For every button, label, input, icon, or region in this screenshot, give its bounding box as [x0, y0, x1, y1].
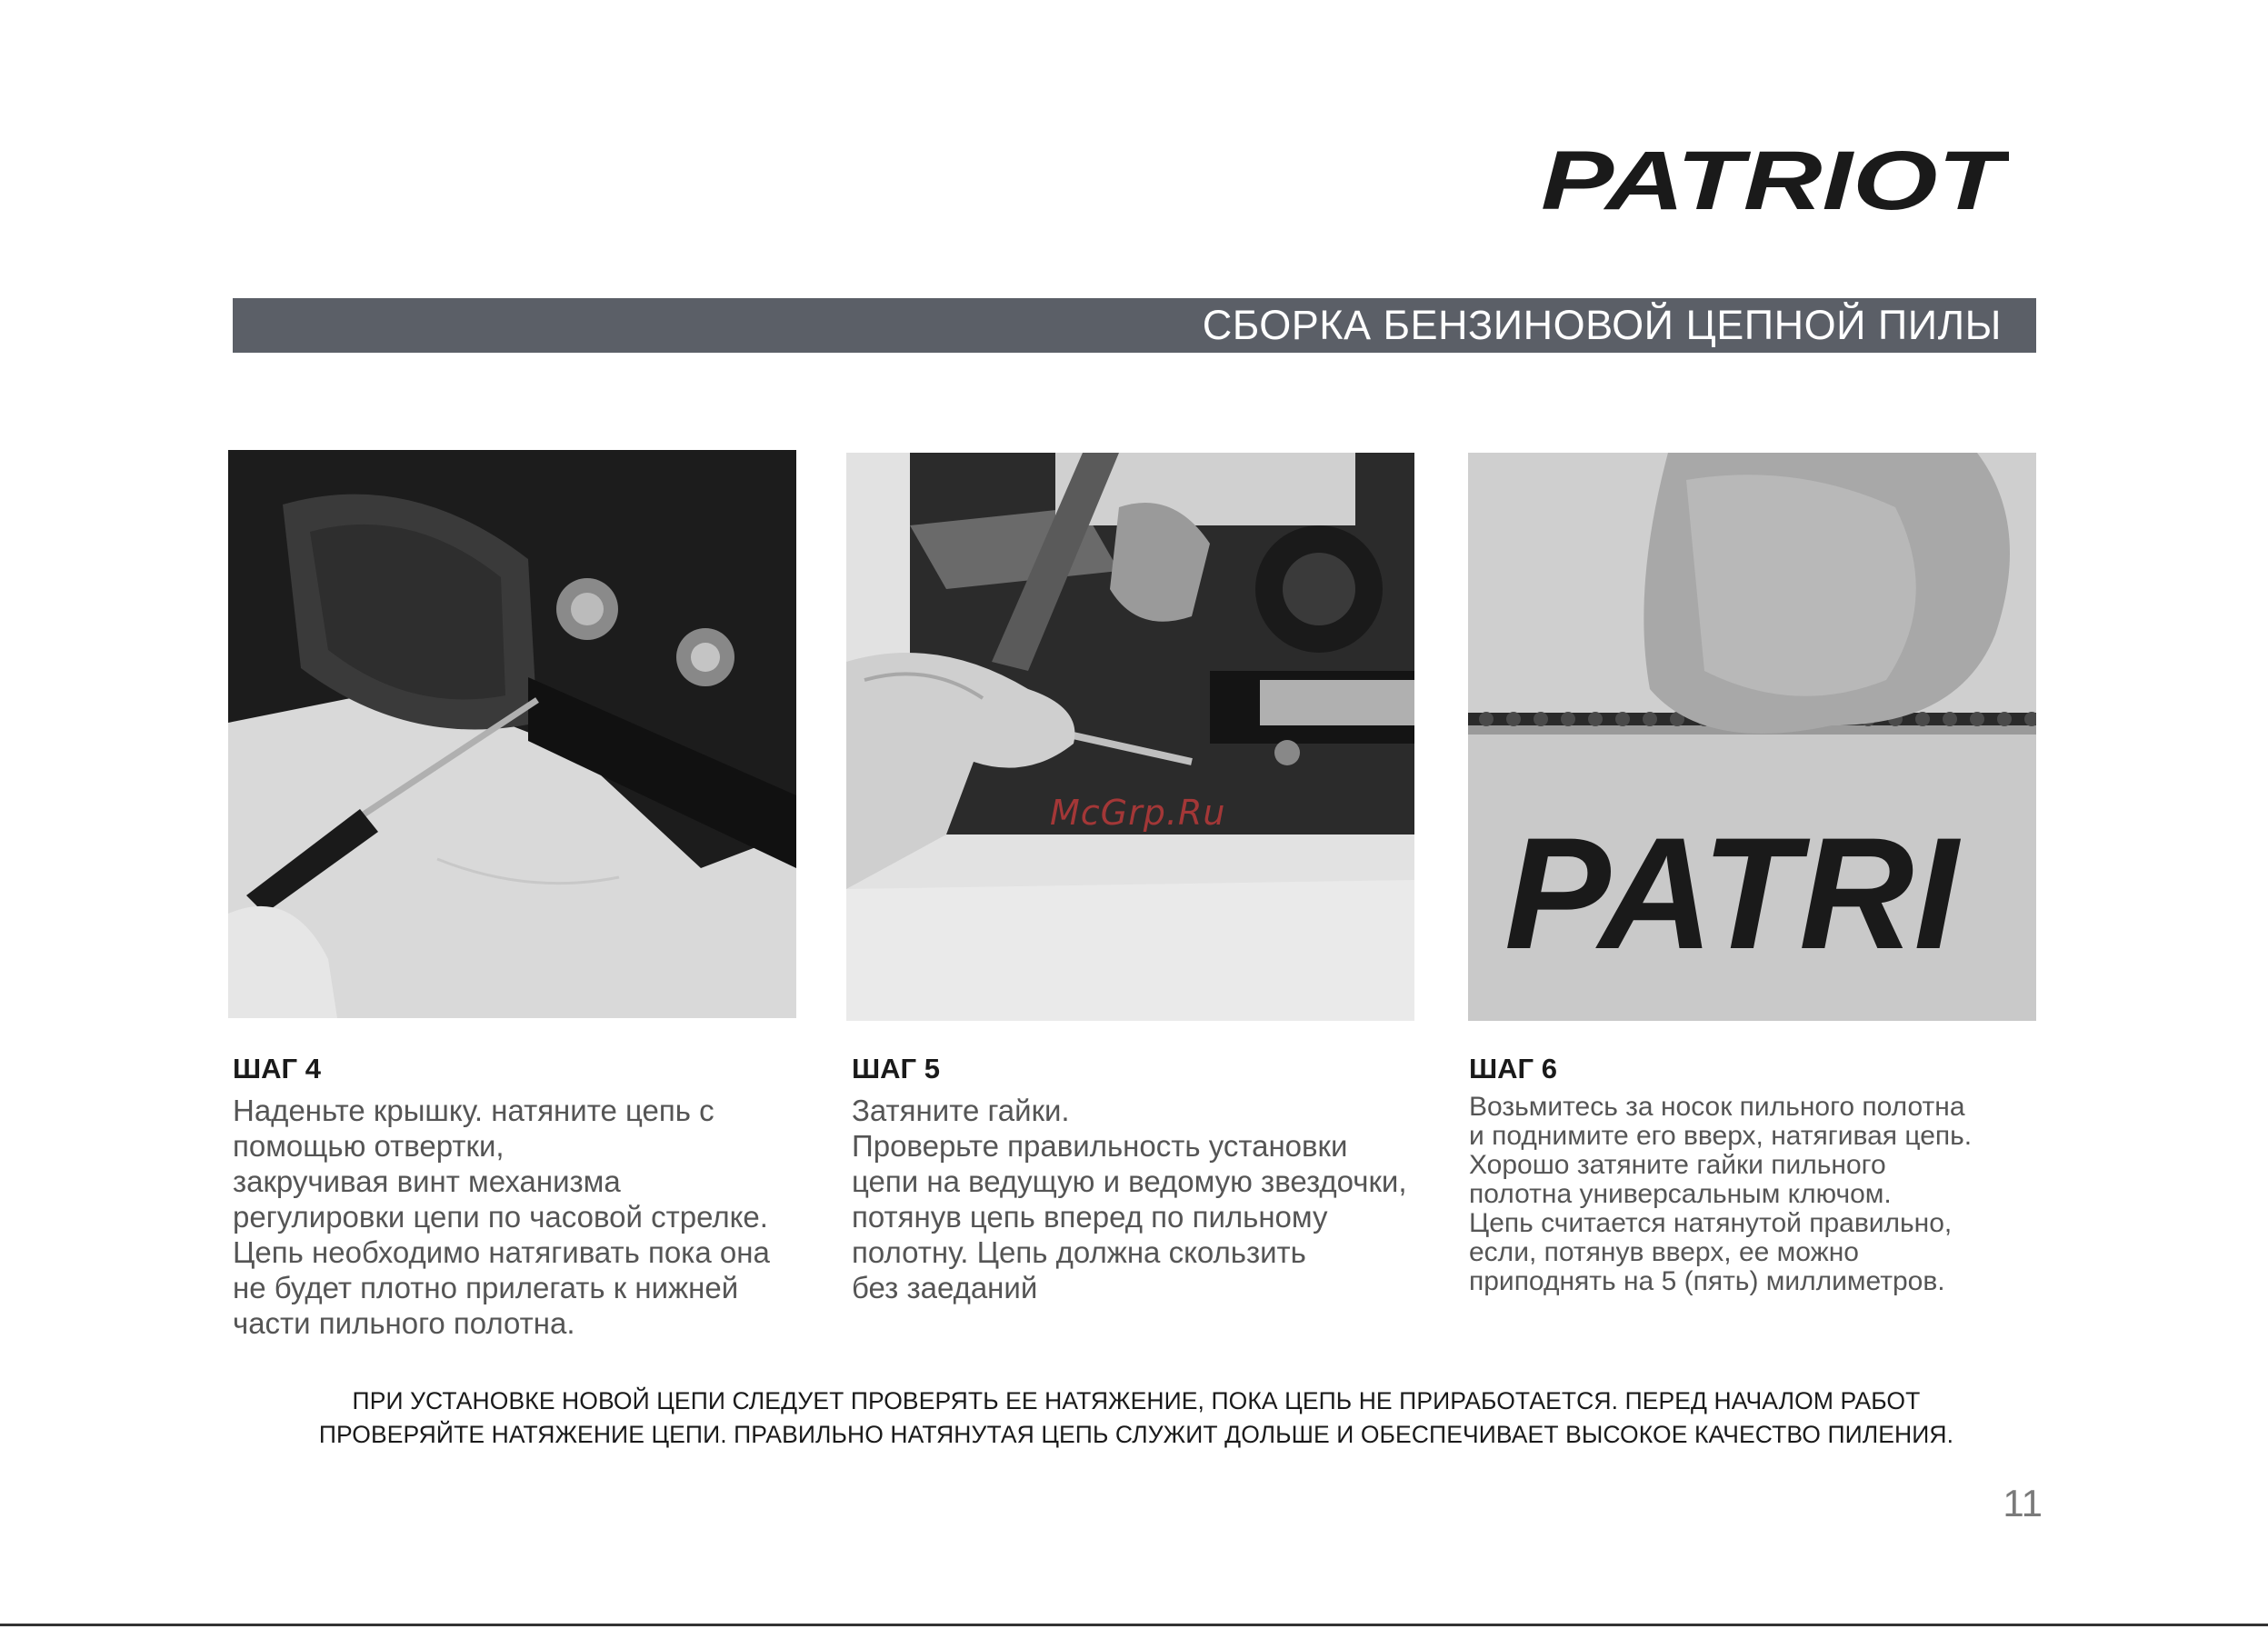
step-6-text: Возьмитесь за носок пильного полотна и поднимите его вверх, натягивая цепь. Хорошо затяните гайки пильного полотна универсальным ключом. Цепь считается натянутой правильно, если, потянув вверх, ее можно приподнять на 5 (пять) миллиметров.	[1469, 1092, 1973, 1296]
step-6-block	[1469, 1053, 2051, 1296]
step-6-photo	[1468, 453, 2036, 1021]
step-5-block	[852, 1053, 1434, 1305]
watermark: McGrp.Ru	[1050, 793, 1226, 833]
logo-text: PATRIOT	[1541, 136, 2009, 223]
step-4-block	[233, 1053, 814, 1341]
section-title-bar	[233, 298, 2036, 353]
step-5-label: ШАГ 5	[852, 1053, 940, 1084]
chain-tension-notice: ПРИ УСТАНОВКЕ НОВОЙ ЦЕПИ СЛЕДУЕТ ПРОВЕРЯТЬ ЕЕ НАТЯЖЕНИЕ, ПОКА ЦЕПЬ НЕ ПРИРАБОТАЕТСЯ. ПЕРЕД НАЧАЛОМ РАБОТ ПРОВЕРЯЙТЕ НАТЯЖЕНИЕ ЦЕПИ. ПРАВИЛЬНО НАТЯНУТАЯ ЦЕПЬ СЛУЖИТ ДОЛЬШЕ И ОБЕСПЕЧИВАЕТ ВЫСОКОЕ КАЧЕСТВО ПИЛЕНИЯ.	[318, 1387, 1954, 1448]
step-6-label: ШАГ 6	[1469, 1053, 1557, 1084]
section-title: СБОРКА БЕНЗИНОВОЙ ЦЕПНОЙ ПИЛЫ	[1202, 302, 2002, 348]
bottom-divider	[0, 1624, 2268, 1626]
step-4-label: ШАГ 4	[233, 1053, 321, 1084]
step-4-photo	[228, 450, 796, 1018]
step-5-text: Затяните гайки. Проверьте правильность установки цепи на ведущую и ведомую звездочки, потянув цепь вперед по пильному полотну. Цепь должна скользить без заеданий	[852, 1094, 1407, 1304]
photo-bar-text: PATRI	[1504, 805, 1959, 983]
page-number: 11	[2003, 1482, 2043, 1524]
step-5-photo	[846, 453, 1414, 1021]
step-4-text: Наденьте крышку. натяните цепь с помощью отвертки, закручивая винт механизма регулировки цепи по часовой стрелке. Цепь необходимо натягивать пока она не будет плотно прилегать к нижней части пильного полотна.	[233, 1094, 770, 1340]
patriot-logo	[1536, 136, 2009, 223]
